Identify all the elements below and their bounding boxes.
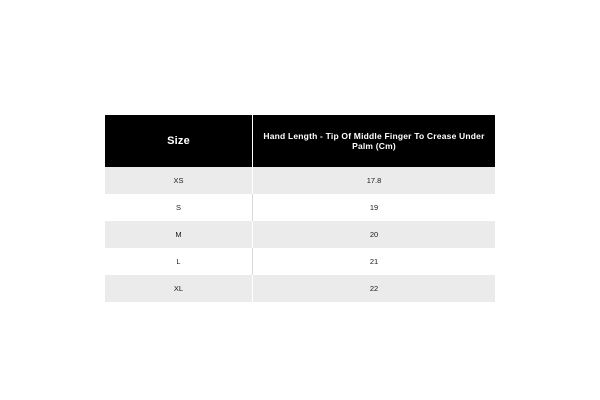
cell-hand-length: 22 <box>253 275 496 302</box>
size-chart-table-wrapper <box>105 115 495 302</box>
column-header-size: Size <box>105 115 253 167</box>
column-header-hand-length: Hand Length - Tip Of Middle Finger To Crease Under Palm (Cm) <box>253 115 496 167</box>
cell-size: XS <box>105 167 253 194</box>
table-header <box>105 115 495 167</box>
table-row <box>105 221 495 248</box>
cell-hand-length: 19 <box>253 194 496 221</box>
table-header-row <box>105 115 495 167</box>
table-row <box>105 275 495 302</box>
table-row <box>105 194 495 221</box>
table-body <box>105 167 495 302</box>
cell-size: M <box>105 221 253 248</box>
cell-size: XL <box>105 275 253 302</box>
table-row <box>105 167 495 194</box>
cell-size: L <box>105 248 253 275</box>
cell-hand-length: 17.8 <box>253 167 496 194</box>
cell-hand-length: 21 <box>253 248 496 275</box>
table-row <box>105 248 495 275</box>
cell-hand-length: 20 <box>253 221 496 248</box>
cell-size: S <box>105 194 253 221</box>
size-chart-table <box>105 115 495 302</box>
